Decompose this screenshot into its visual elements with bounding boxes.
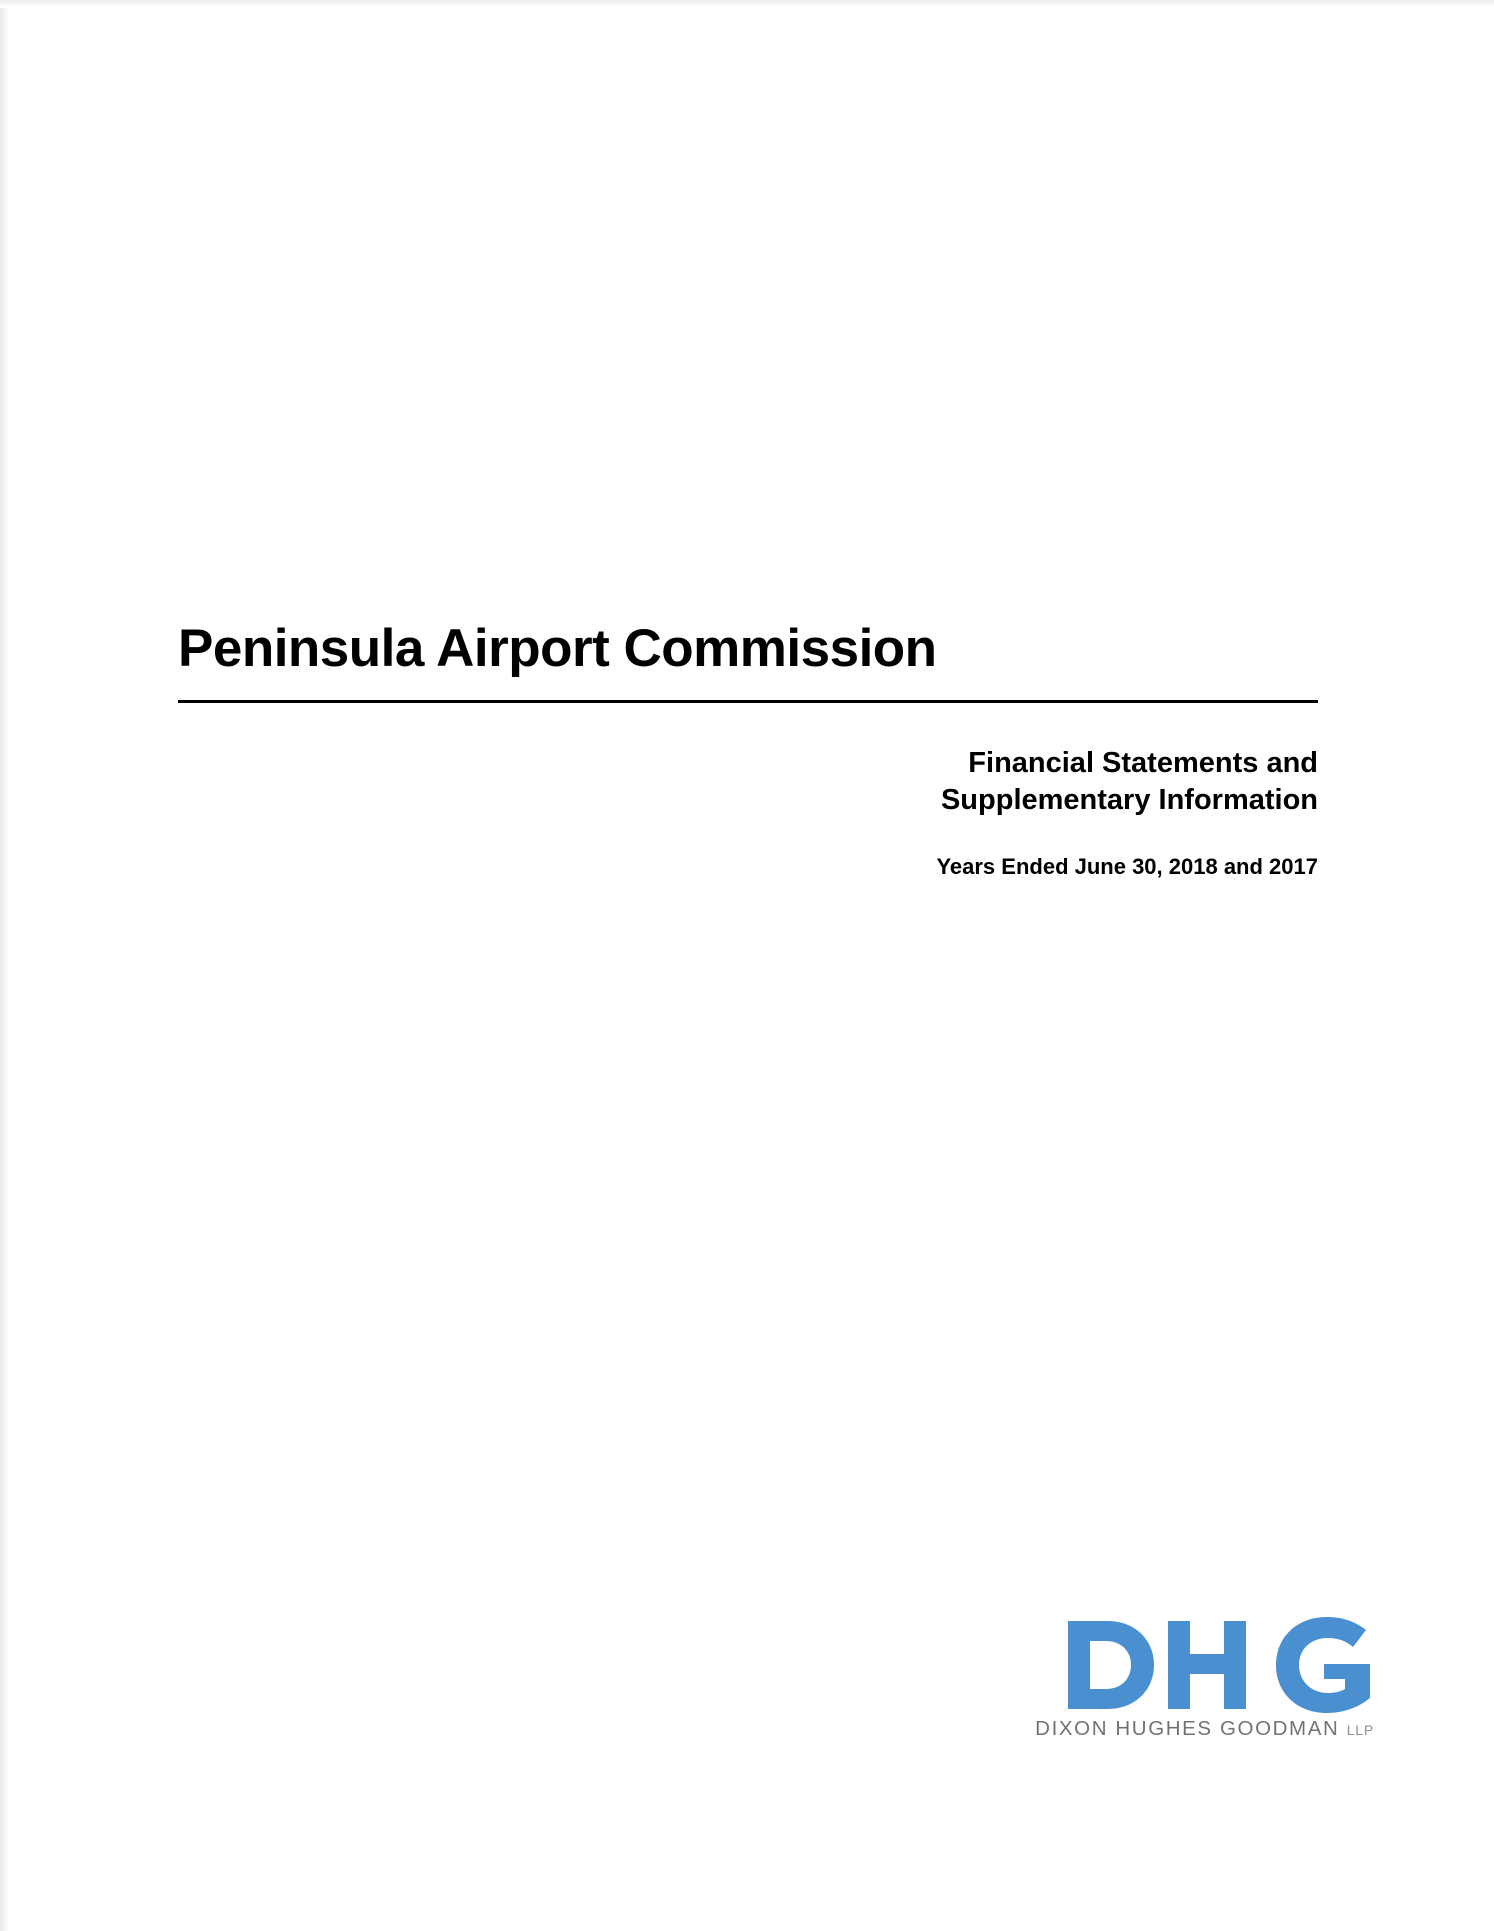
subtitle-line-2: Supplementary Information (940, 784, 1318, 817)
dhg-logo-icon (1064, 1617, 1374, 1713)
dhg-entity-suffix: LLP (1346, 1722, 1374, 1738)
page-edge-shadow-top (0, 0, 1494, 8)
page-title: Peninsula Airport Commission (178, 619, 937, 678)
dhg-wordmark-text: DIXON HUGHES GOODMAN (1035, 1717, 1340, 1740)
dhg-wordmark (1004, 1717, 1374, 1741)
cover-title-block (178, 620, 1318, 880)
subtitle-line-1: Financial Statements and (968, 747, 1318, 780)
subtitle-block (178, 745, 1318, 819)
title-divider (178, 700, 1318, 703)
dhg-logo (1004, 1617, 1374, 1741)
report-period: Years Ended June 30, 2018 and 2017 (936, 853, 1318, 879)
page-edge-shadow-left (0, 0, 10, 1931)
